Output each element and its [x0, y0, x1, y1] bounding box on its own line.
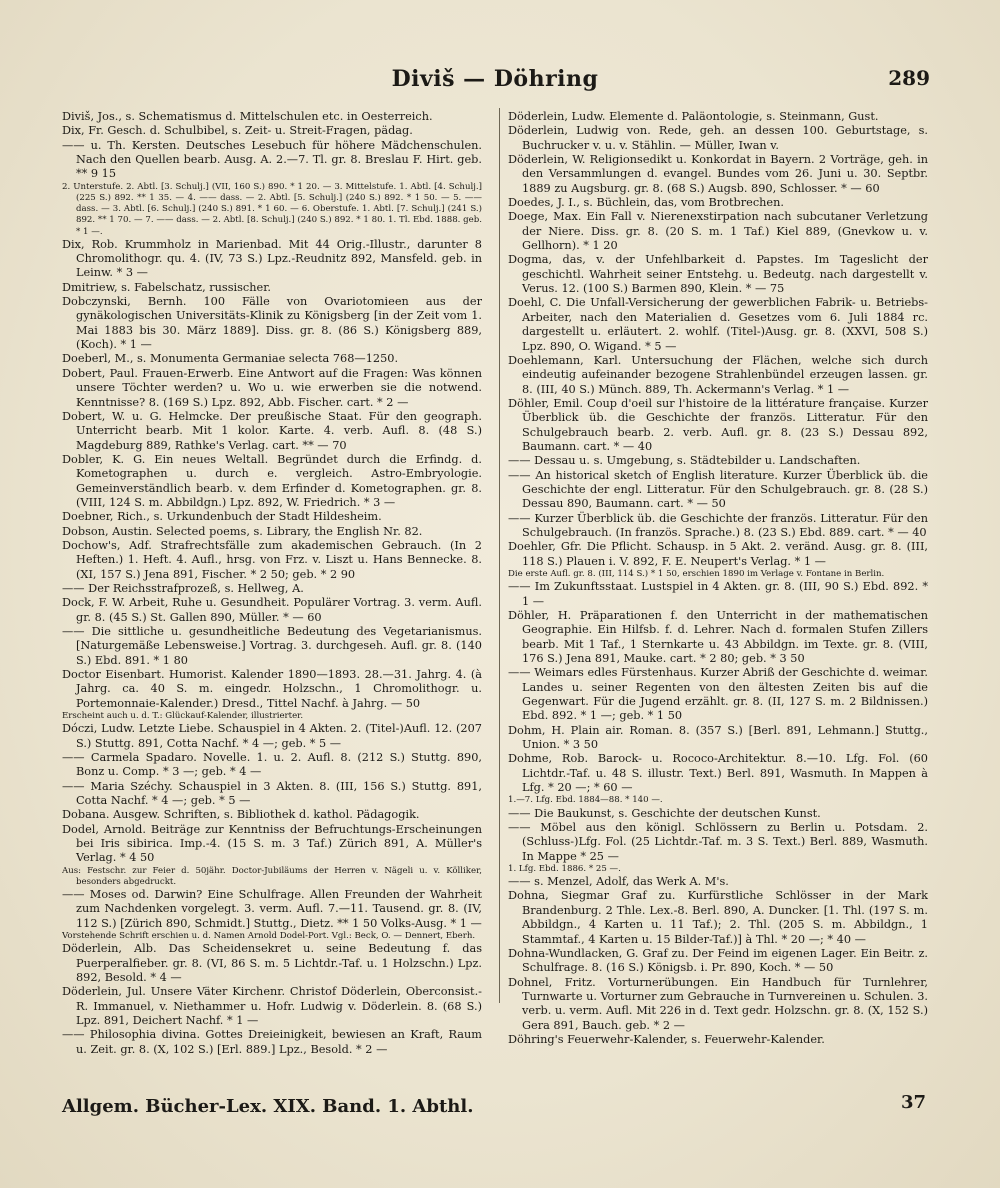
bibliography-entry: Vorstehende Schrift erschien u. d. Namen Arnold Dodel-Port. Vgl.: Beck, O. — Dennert, Eberh.	[62, 931, 476, 942]
bibliography-entry: Doege, Max. Ein Fall v. Nierenexstirpation nach subcutaner Verletzung der Niere. Diss. gr. 8. (20 S. m. 1 Taf.) Kiel 889, (Gnevkow u. v. Gellhorn). * 1 20	[508, 210, 928, 253]
bibliography-entry: —— Maria Széchy. Schauspiel in 3 Akten. 8. (III, 156 S.) Stuttg. 891, Cotta Nachf. * 4 —; geb. * 5 —	[62, 779, 482, 807]
bibliography-entry: Dmitriew, s. Fabelschatz, russischer.	[62, 280, 271, 294]
bibliography-entry: —— Die sittliche u. gesundheitliche Bedeutung des Vegetarianismus. [Naturgemäße Lebensweise.] Vortrag. 3. durchgeseh. Aufl. gr. 8. (140 S.) Ebd. 891. * 1 80	[62, 625, 482, 667]
bibliography-entry: Dohme, Rob. Barock- u. Rococo-Architektur. 8.—10. Lfg. Fol. (60 Lichtdr.-Taf. u. 48 S. illustr. Text.) Berl. 891, Wasmuth. In Mappen à Lfg. * 20 —; * 60 —	[508, 752, 928, 795]
bibliography-entry: —— Carmela Spadaro. Novelle. 1. u. 2. Aufl. 8. (212 S.) Stuttg. 890, Bonz u. Comp. * 3 —; geb. * 4 —	[62, 750, 482, 779]
bibliography-entry: Doctor Eisenbart. Humorist. Kalender 1890—1893. 28.—31. Jahrg. 4. (à Jahrg. ca. 40 S. m. eingedr. Holzschn., 1 Chromolithogr. u. Portemonnaie-Kalender.) Dresd., Tittel Nachf. à Jahrg. — 50	[62, 668, 482, 710]
bibliography-entry: Dix, Rob. Krummholz in Marienbad. Mit 44 Orig.-Illustr., darunter 8 Chromolithogr. qu. 4. (IV, 73 S.) Lpz.-Reudnitz 892, Mansfeld. geb. in Leinw. * 3 —	[62, 237, 482, 280]
bibliography-entry: —— s. Menzel, Adolf, das Werk A. M's.	[508, 875, 729, 889]
bibliography-entry: —— Die Baukunst, s. Geschichte der deutschen Kunst.	[508, 806, 821, 820]
bibliography-entry: Döderlein, W. Religionsedikt u. Konkordat in Bayern. 2 Vorträge, geh. in den Versammlungen d. evangel. Bundes vom 26. Juni u. 30. Septbr. 1889 zu Augsburg. gr. 8. (68 S.) Augsb. 890, Schlosser. * — 60	[508, 153, 928, 195]
bibliography-entry: 1.—7. Lfg. Ebd. 1884—88. * 140 —.	[508, 795, 663, 806]
bibliography-entry: —— u. Th. Kersten. Deutsches Lesebuch für höhere Mädchenschulen. Nach den Quellen bearb. Ausg. A. 2.—7. Tl. gr. 8. Breslau F. Hirt. geb. ** 9 15	[62, 138, 482, 181]
sheet-number: 37	[900, 1092, 926, 1113]
bibliography-entry: Döderlein, Ludw. Elemente d. Paläontologie, s. Steinmann, Gust.	[508, 110, 879, 123]
bibliography-entry: —— Kurzer Überblick üb. die Geschichte der französ. Litteratur. Für den Schulgebrauch. (In französ. Sprache.) 8. (23 S.) Ebd. 889. cart. * — 40	[508, 511, 928, 539]
bibliography-entry: Dohnel, Fritz. Vorturnerübungen. Ein Handbuch für Turnlehrer, Turnwarte u. Vorturner zum Gebrauche in Turnvereinen u. Schulen. 3. verb. u. verm. Aufl. Mit 226 in d. Text gedr. Holzschn. gr. 8. (X, 152 S.) Gera 891, Bauch. geb. * 2 —	[508, 975, 928, 1032]
bibliography-entry: Dohna-Wundlacken, G. Graf zu. Der Feind im eigenen Lager. Ein Beitr. z. Schulfrage. 8. (16 S.) Königsb. i. Pr. 890, Koch. * — 50	[508, 946, 928, 975]
bibliography-entry: Dochow's, Adf. Strafrechtsfälle zum akademischen Gebrauch. (In 2 Heften.) 1. Heft. 4. Aufl., hrsg. von Frz. v. Liszt u. Hans Bennecke. 8. (XI, 157 S.) Jena 891, Fischer. * 2 50; geb. * 2 90	[62, 538, 482, 581]
bibliography-entry: —— Dessau u. s. Umgebung, s. Städtebilder u. Landschaften.	[508, 454, 861, 468]
bibliography-entry: Döderlein, Jul. Unsere Väter Kirchenr. Christof Döderlein, Oberconsist.-R. Immanuel, v. Niethammer u. Hofr. Ludwig v. Döderlein. 8. (68 S.) Lpz. 891, Deichert Nachf. * 1 —	[62, 985, 482, 1028]
page-number: 289	[888, 66, 930, 90]
bibliography-entry: Doebner, Rich., s. Urkundenbuch der Stadt Hildesheim.	[62, 510, 382, 524]
bibliography-entry: Döhler, Emil. Coup d'oeil sur l'histoire de la littérature française. Kurzer Überblick üb. die Geschichte der französ. Litteratur. Für den Schulgebrauch bearb. 2. verb. Aufl. gr. 8. (23 S.) Dessau 892, Baumann. cart. * — 40	[508, 396, 928, 453]
bibliography-entry: —— Im Zukunftsstaat. Lustspiel in 4 Akten. gr. 8. (III, 90 S.) Ebd. 892. * 1 —	[508, 580, 928, 608]
bibliography-entry: Döhring's Feuerwehr-Kalender, s. Feuerwehr-Kalender.	[508, 1032, 825, 1046]
bibliography-entry: Dock, F. W. Arbeit, Ruhe u. Gesundheit. Populärer Vortrag. 3. verm. Aufl. gr. 8. (45 S.) St. Gallen 890, Müller. * — 60	[62, 596, 482, 624]
bibliography-entry: —— Moses od. Darwin? Eine Schulfrage. Allen Freunden der Wahrheit zum Nachdenken vorgelegt. 3. verm. Aufl. 7.—11. Tausend. gr. 8. (IV, 112 S.) [Zürich 890, Schmidt.] Stuttg., Dietz. ** 1 50 Volks-Ausg. * 1 —	[62, 888, 482, 930]
running-head: Diviš — Döhring	[391, 66, 599, 92]
bibliography-entry: Erscheint auch u. d. T.: Glückauf-Kalender, illustrierter.	[62, 711, 304, 722]
column-divider	[499, 108, 500, 1003]
bibliography-entry: —— Weimars edles Fürstenhaus. Kurzer Abriß der Geschichte d. weimar. Landes u. seiner Regenten von den ältesten Zeiten bis auf die Gegenwart. Für die Jugend erzählt. gr. 8. (II, 127 S. m. 2 Bildnissen.) Ebd. 892. * 1 —; geb. * 1 50	[508, 666, 928, 723]
bibliography-entry: Döhler, H. Präparationen f. den Unterricht in der mathematischen Geographie. Ein Hilfsb. f. d. Lehrer. Nach d. formalen Stufen Zillers bearb. Mit 1 Taf., 1 Sternkarte u. 43 Abbildgn. im Texte. gr. 8. (VIII, 176 S.) Jena 891, Mauke. cart. * 2 80; geb. * 3 50	[508, 608, 928, 665]
bibliography-entry: Dobson, Austin. Selected poems, s. Library, the English Nr. 82.	[62, 524, 423, 538]
bibliography-entry: Dix, Fr. Gesch. d. Schulbibel, s. Zeit- u. Streit-Fragen, pädag.	[62, 124, 413, 138]
bibliography-entry: 2. Unterstufe. 2. Abtl. [3. Schulj.] (VII, 160 S.) 890. * 1 20. — 3. Mittelstufe. 1. Abtl. [4. Schulj.] (225 S.) 892. ** 1 35. — 4. —— dass. — 2. Abtl. [5. Schulj.] (240 S.) 892. * 1 50. — 5. —— dass. — 3. Abtl. [6. Schulj.] (240 S.) 891. * 1 60. — 6. Oberstufe. 1. Abtl. [7. Schulj.] (241 S.) 892. ** 1 70. — 7. —— dass. — 2. Abtl. [8. Schulj.] (240 S.) 892. * 1 80. 1. Tl. Ebd. 1888. geb. * 1 —.	[62, 181, 482, 237]
signature-line: Allgem. Bücher-Lex. XIX. Band. 1. Abthl.	[62, 1096, 474, 1117]
page-footer	[62, 1092, 926, 1126]
page-header	[60, 66, 930, 96]
right-column	[508, 110, 928, 1060]
bibliography-entry: Doeberl, M., s. Monumenta Germaniae selecta 768—1250.	[62, 352, 399, 366]
bibliography-entry: Die erste Aufl. gr. 8. (III, 114 S.) * 1 50, erschien 1890 im Verlage v. Fontane in Berlin.	[508, 569, 885, 579]
bibliography-entry: —— An historical sketch of English literature. Kurzer Überblick üb. die Geschichte der engl. Litteratur. Für den Schulgebrauch. gr. 8. (28 S.) Dessau 890, Baumann. cart. * — 50	[508, 468, 928, 511]
bibliography-entry: Doehl, C. Die Unfall-Versicherung der gewerblichen Fabrik- u. Betriebs-Arbeiter, nach den Materialien d. Gesetzes vom 6. Juli 1884 rc. dargestellt u. erläutert. 2. wohlf. (Titel-)Ausg. gr. 8. (XXVI, 508 S.) Lpz. 890, O. Wigand. * 5 —	[508, 296, 928, 353]
bibliography-entry: Dobert, W. u. G. Helmcke. Der preußische Staat. Für den geograph. Unterricht bearb. Mit 1 kolor. Karte. 4. verb. Aufl. 8. (48 S.) Magdeburg 889, Rathke's Verlag. cart. ** — 70	[62, 409, 482, 452]
bibliography-entry: —— Möbel aus den königl. Schlössern zu Berlin u. Potsdam. 2. (Schluss-)Lfg. Fol. (25 Lichtdr.-Taf. m. 3 S. Text.) Berl. 889, Wasmuth. In Mappe * 25 —	[508, 820, 928, 863]
bibliography-entry: Dóczi, Ludw. Letzte Liebe. Schauspiel in 4 Akten. 2. (Titel-)Aufl. 12. (207 S.) Stuttg. 891, Cotta Nachf. * 4 —; geb. * 5 —	[62, 722, 482, 750]
bibliography-entry: Dobler, K. G. Ein neues Weltall. Begründet durch die Erfindg. d. Kometographen u. durch e. vergleich. Astro-Embryologie. Gemeinverständlich bearb. v. dem Erfinder d. Kometographen. gr. 8. (VIII, 124 S. m. Abbildgn.) Lpz. 892, W. Friedrich. * 3 —	[62, 452, 482, 509]
bibliography-entry: Doehlemann, Karl. Untersuchung der Flächen, welche sich durch eindeutig aufeinander bezogene Strahlenbündel erzeugen lassen. gr. 8. (III, 40 S.) Münch. 889, Th. Ackermann's Verlag. * 1 —	[508, 353, 928, 396]
left-column	[62, 110, 482, 1060]
bibliography-entry: Dobert, Paul. Frauen-Erwerb. Eine Antwort auf die Fragen: Was können unsere Töchter werden? u. Wo u. wie erwerben sie die notwend. Kenntnisse? 8. (169 S.) Lpz. 892, Abb. Fischer. cart. * 2 —	[62, 366, 482, 409]
bibliography-entry: Döderlein, Alb. Das Scheidensekret u. seine Bedeutung f. das Puerperalfieber. gr. 8. (VI, 86 S. m. 5 Lichtdr.-Taf. u. 1 Holzschn.) Lpz. 892, Besold. * 4 —	[62, 942, 482, 985]
bibliography-entry: —— Philosophia divina. Gottes Dreieinigkeit, bewiesen an Kraft, Raum u. Zeit. gr. 8. (X, 102 S.) [Erl. 889.] Lpz., Besold. * 2 —	[62, 1028, 482, 1056]
bibliography-entry: Dobczynski, Bernh. 100 Fälle von Ovariotomieen aus der gynäkologischen Universitäts-Klinik zu Königsberg [in der Zeit vom 1. Mai 1883 bis 30. März 1889]. Diss. gr. 8. (86 S.) Königsberg 889, (Koch). * 1 —	[62, 295, 482, 352]
bibliography-entry: Doedes, J. I., s. Büchlein, das, vom Brotbrechen.	[508, 196, 784, 210]
bibliography-entry: 1. Lfg. Ebd. 1886. * 25 —.	[508, 863, 621, 874]
bibliography-entry: Dobana. Ausgew. Schriften, s. Bibliothek d. kathol. Pädagogik.	[62, 808, 420, 822]
bibliography-entry: Dogma, das, v. der Unfehlbarkeit d. Papstes. Im Tageslicht der geschichtl. Wahrheit seiner Entstehg. u. Bedeutg. nach dargestellt v. Verus. 12. (100 S.) Barmen 890, Klein. * — 75	[508, 253, 928, 296]
bibliography-entry: Dohna, Siegmar Graf zu. Kurfürstliche Schlösser in der Mark Brandenburg. 2 Thle. Lex.-8. Berl. 890, A. Duncker. [1. Thl. (197 S. m. Abbildgn., 4 Karten u. 11 Taf.); 2. Thl. (205 S. m. Abbildgn., 1 Stammtaf., 4 Karten u. 15 Bilder-Taf.)] à Thl. * 20 —; * 40 —	[508, 889, 928, 946]
bibliography-entry: —— Der Reichsstrafprozeß, s. Hellweg, A.	[62, 581, 304, 595]
bibliography-entry: Diviš, Jos., s. Schematismus d. Mittelschulen etc. in Oesterreich.	[62, 110, 433, 123]
bibliography-entry: Dodel, Arnold. Beiträge zur Kenntniss der Befruchtungs-Erscheinungen bei Iris sibirica. Imp.-4. (15 S. m. 3 Taf.) Zürich 891, A. Müller's Verlag. * 4 50	[62, 822, 482, 865]
bibliography-entry: Döderlein, Ludwig von. Rede, geh. an dessen 100. Geburtstage, s. Buchrucker v. u. v. Stählin. — Müller, Iwan v.	[508, 124, 928, 152]
bibliography-entry: Dohm, H. Plain air. Roman. 8. (357 S.) [Berl. 891, Lehmann.] Stuttg., Union. * 3 50	[508, 723, 928, 751]
bibliography-entry: Doehler, Gfr. Die Pflicht. Schausp. in 5 Akt. 2. veränd. Ausg. gr. 8. (III, 118 S.) Plauen i. V. 892, F. E. Neupert's Verlag. * 1 —	[508, 540, 928, 568]
bibliography-entry: Aus: Festschr. zur Feier d. 50jähr. Doctor-Jubiläums der Herren v. Nägeli u. v. Kölliker, besonders abgedruckt.	[62, 865, 482, 887]
